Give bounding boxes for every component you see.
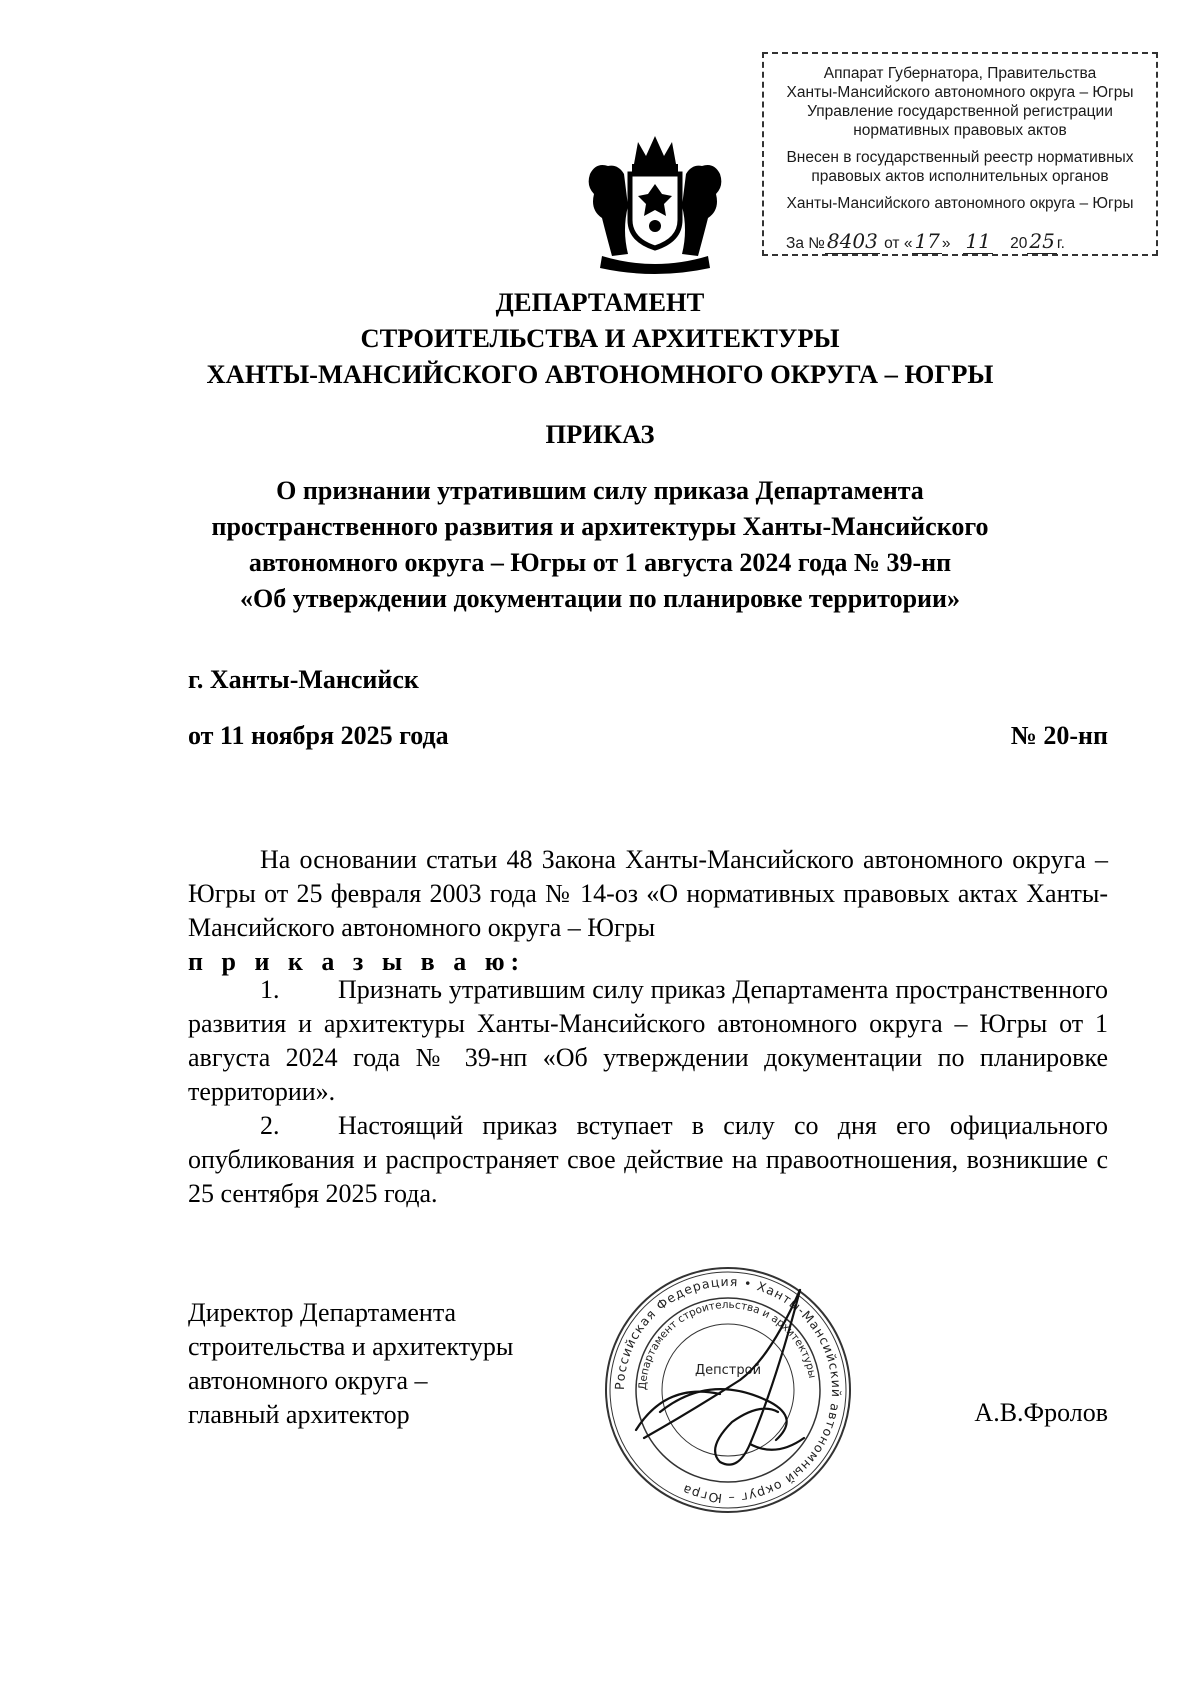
stamp-registration-number-row: [786, 229, 1144, 254]
stamp-line: Управление государственной регистрации: [807, 103, 1113, 120]
department-header-line: ХАНТЫ-МАНСИЙСКОГО АВТОНОМНОГО ОКРУГА – ЮГРЫ: [206, 359, 994, 389]
department-header: [0, 284, 1200, 392]
stamp-number-label: За №: [786, 235, 825, 252]
subject-line: О признании утратившим силу приказа Департамента: [276, 476, 924, 505]
document-date: от 11 ноября 2025 года: [188, 721, 449, 750]
order-items: [188, 973, 1108, 1211]
order-item-text: Настоящий приказ вступает в силу со дня его официального опубликования и распространяет свое действие на правоотношения, возникшие с 25 сентября 2025 года.: [188, 1111, 1108, 1208]
stamp-quote: »: [941, 235, 951, 252]
stamp-day: 17: [914, 229, 940, 253]
signer-title-line: автономного округа –: [188, 1366, 428, 1395]
document-number: № 20-нп: [1010, 721, 1108, 750]
order-item: [188, 1109, 1108, 1211]
preamble-block: [188, 843, 1108, 979]
document-subject: [0, 473, 1200, 617]
command-word: п р и к а з ы в а ю:: [188, 947, 526, 976]
subject-line: пространственного развития и архитектуры Ханты-Мансийского: [211, 512, 989, 541]
seal-outer-text: Российская Федерация • Ханты-Мансийский автономный округ – Югра: [611, 1273, 845, 1507]
order-item-number: 2.: [260, 1111, 280, 1140]
seal-center-text: Депстрой: [694, 1363, 762, 1378]
signer-title: [188, 1296, 513, 1432]
stamp-month: 11: [965, 229, 991, 253]
document-type: ПРИКАЗ: [545, 419, 655, 449]
stamp-line: Аппарат Губернатора, Правительства: [823, 65, 1097, 82]
stamp-reg-number: 8403: [826, 229, 878, 253]
stamp-year: 25: [1029, 229, 1055, 253]
signer-title-line: главный архитектор: [188, 1400, 410, 1429]
stamp-line: Ханты-Мансийского автономного округа – Югры: [786, 195, 1134, 212]
stamp-year-prefix: 20: [1010, 235, 1028, 252]
city: г. Ханты-Мансийск: [188, 665, 419, 694]
seal-inner-text: Департамент строительства и архитектуры: [636, 1298, 819, 1391]
order-item-text: Признать утратившим силу приказ Департамента пространственного развития и архитектуры Ханты-Мансийского автономного округа – Югры от 1 августа 2024 года № 39-нп «Об утверждении документации по планировке территории».: [188, 975, 1108, 1106]
department-header-line: СТРОИТЕЛЬСТВА И АРХИТЕКТУРЫ: [360, 323, 840, 353]
coat-of-arms-icon: [582, 134, 728, 274]
stamp-line: нормативных правовых актов: [853, 122, 1067, 139]
stamp-line: Внесен в государственный реестр нормативных: [786, 149, 1134, 166]
stamp-line: правовых актов исполнительных органов: [811, 168, 1109, 185]
signer-title-line: Директор Департамента: [188, 1298, 457, 1327]
order-item: [188, 973, 1108, 1109]
stamp-line: Ханты-Мансийского автономного округа – Югры: [786, 84, 1134, 101]
stamp-year-end: г.: [1056, 235, 1065, 252]
subject-line: автономного округа – Югры от 1 августа 2024 года № 39-нп: [248, 548, 952, 577]
registration-stamp: [762, 52, 1158, 256]
subject-line: «Об утверждении документации по планировке территории»: [239, 584, 960, 613]
signer-title-line: строительства и архитектуры: [188, 1332, 514, 1361]
order-item-number: 1.: [260, 975, 280, 1004]
department-header-line: ДЕПАРТАМЕНТ: [495, 287, 705, 317]
preamble: На основании статьи 48 Закона Ханты-Мансийского автономного округа – Югры от 25 февраля 2003 года № 14-оз «О нормативных правовых актах Ханты-Мансийского автономного округа – Югры: [188, 845, 1108, 942]
signer-name: А.В.Фролов: [974, 1398, 1108, 1427]
stamp-from-label: от «: [884, 235, 913, 252]
official-seal-icon: [600, 1262, 856, 1518]
